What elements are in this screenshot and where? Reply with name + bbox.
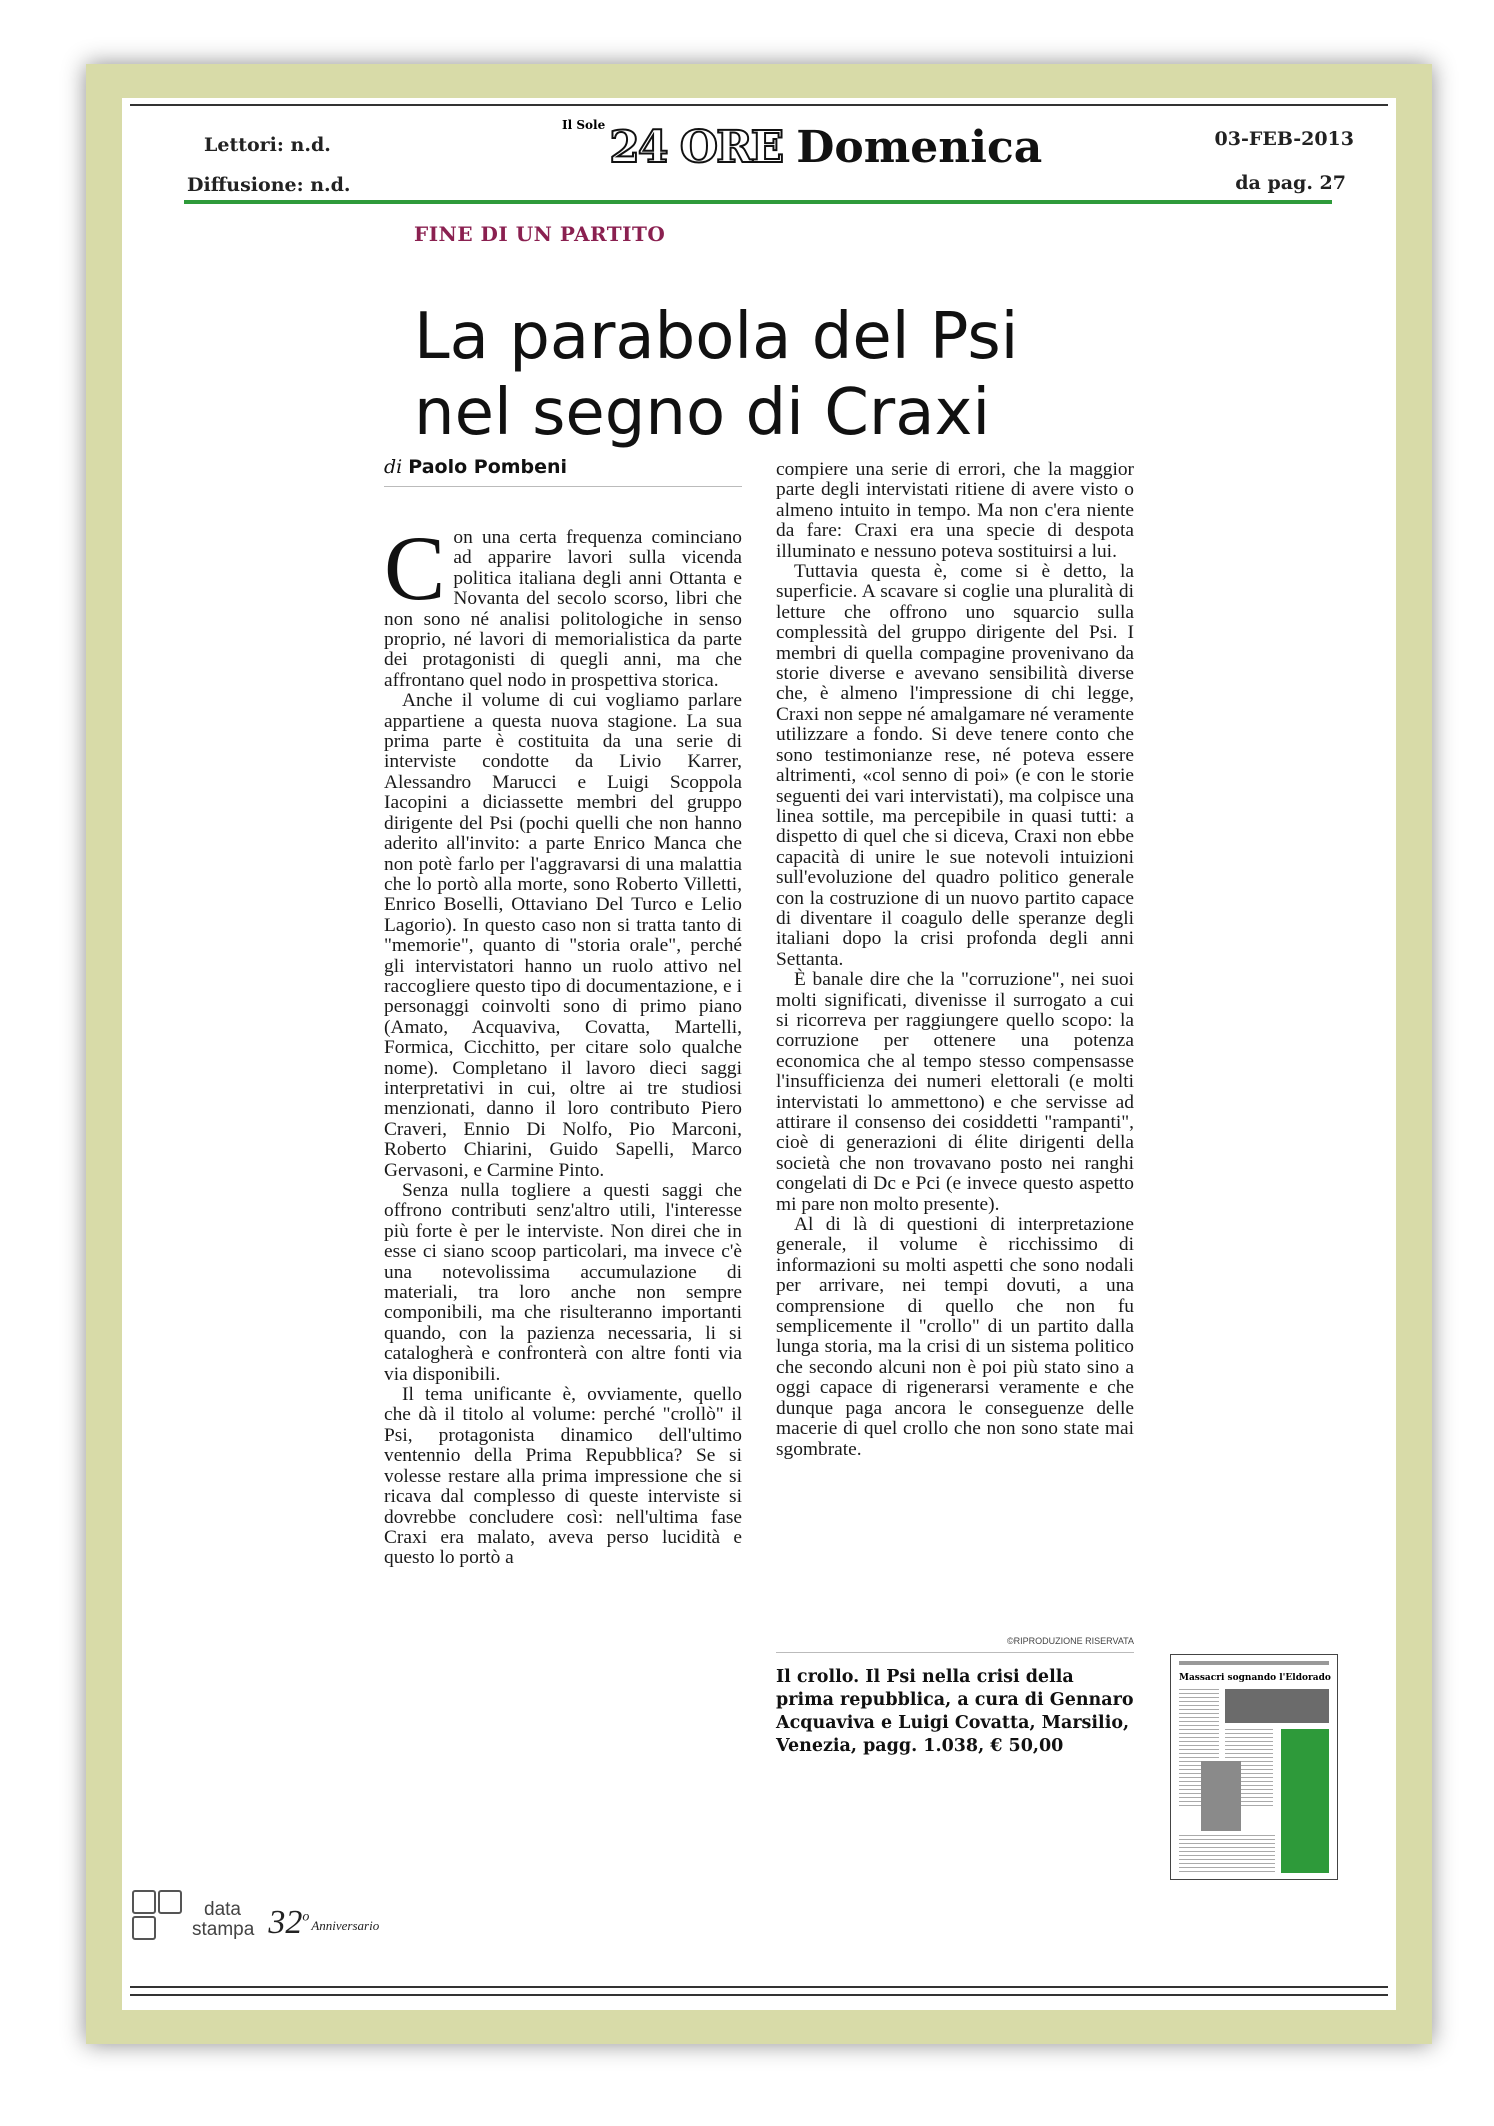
masthead-brand: 24 ORE [609,122,783,173]
logo-text [192,1900,254,1940]
thumbnail-photo [1201,1761,1241,1831]
byline [384,456,742,487]
circulation-label: Diffusione: n.d. [187,174,351,196]
article-kicker: FINE DI UN PARTITO [414,222,666,246]
paragraph: È banale dire che la "corruzione", nei suoi molti significati, divenisse il surrogato a cui si ricorreva per raggiungere quello scopo: la corruzione per ottenere una potenza economica che al tempo stesso compensasse l'insufficienza dei numeri elettorali (e molti intervistati lo ammettono) e che servisse ad attirare il consenso dei cosiddetti "rampanti", cioè di generazioni di élite dirigenti della società che non trovavano posto nei ranghi congelati di Dc e Pci (e invece questo aspetto mi pare non molto presente). [776,969,1134,1215]
anniversary-number: 32$^o$ [268,1904,310,1941]
bottom-rule [130,1994,1388,1996]
masthead [562,110,1043,173]
bottom-rule [130,1986,1388,1988]
byline-prefix: di [384,456,403,478]
copyright-notice: ©RIPRODUZIONE RISERVATA [776,1636,1134,1653]
datastampa-logo [132,1890,379,1940]
book-info: Il crollo. Il Psi nella crisi della prima repubblica, a cura di Gennaro Acquaviva e Luigi Covatta, Marsilio, Venezia, pagg. 1.038, € 50,00 [776,1667,1134,1756]
article-headline [414,299,1214,451]
thumbnail-highlight [1281,1729,1329,1873]
thumbnail-photo [1225,1689,1329,1723]
header-green-rule [184,200,1332,204]
paragraph: Il tema unificante è, ovviamente, quello che dà il titolo al volume: perché "crollò" il Psi, protagonista dinamico dell'ultimo ventennio della Prima Repubblica? Se si volesse restare alla prima impressione che si ricava dal complesso di queste interviste si dovrebbe concludere così: nell'ultima fase Craxi era malato, aveva perso lucidità e questo lo portò a [384,1384,742,1569]
paragraph: Con una certa frequenza cominciano ad apparire lavori sulla vicenda politica italiana degli anni Ottanta e Novanta del secolo scorso, libri che non sono né analisi politologiche in senso proprio, né lavori di memorialistica da parte dei protagonisti di quegli anni, ma che affrontano quel nodo in prospettiva storica. [384,517,742,691]
paragraph: Tuttavia questa è, come si è detto, la superficie. A scavare si coglie una pluralità di letture che offrono uno squarcio sulla complessità del gruppo dirigente del Psi. I membri di quella compagine provenivano da storie diverse e avevano sensibilità diverse che, è almeno l'impressione di chi legge, Craxi non seppe né amalgamare né veramente utilizzare a fondo. Si deve tenere conto che sono testimonianze rese, né poteva essere altrimenti, «col senno di poi» (e con le storie seguenti dei vari intervistati), ma colpisce una linea sottile, ma percepibile in quasi tutti: a dispetto di quel che si diceva, Craxi non ebbe capacità di unire le sue notevoli intuizioni sull'evoluzione del quadro politico generale con la costruzione di un nuovo partito capace di diventare il coagulo delle speranze degli italiani dopo la crisi profonda degli anni Settanta. [776,561,1134,970]
drop-cap: C [384,517,446,619]
paragraph: Senza nulla togliere a questi saggi che offrono contributi senz'altro utili, l'interesse più forte è per le interviste. Non direi che in esse ci siano scoop particolari, ma invece c'è una notevolissima accumulazione di materiali, tra loro anche non sempre componibili, ma che risulteranno importanti quando, con la pazienza necessaria, li si catalogherà e confronterà con altre fonti via via disponibili. [384,1180,742,1385]
logo-text-line1: data [204,1899,241,1920]
paragraph: compiere una serie di errori, che la maggior parte degli intervistati ritiene di avere visto o almeno intuito in tempo. Ma non c'era niente da fare: Craxi era una specie di despota illuminato e nessuno poteva sostituirsi a lui. [776,459,1134,562]
page-reference: da pag. 27 [1235,172,1346,194]
author-name: Paolo Pombeni [408,456,568,478]
logo-text-line2: stampa [192,1919,255,1940]
thumbnail-text-block [1179,1835,1275,1873]
readers-label: Lettori: n.d. [204,134,331,156]
masthead-ilsole: Il Sole [562,118,606,132]
paragraph: Anche il volume di cui vogliamo parlare appartiene a questa nuova stagione. La sua prima parte è costituita da una serie di interviste condotte da Livio Karrer, Alessandro Marucci e Luigi Scoppola Iacopini a diciassette membri del gruppo dirigente del Psi (pochi quelli che non hanno aderito all'invito: a parte Enrico Manca che non potè farlo per l'aggravarsi di una malattia che lo portò alla morte, sono Roberto Villetti, Enrico Boselli, Ottaviano Del Turco e Lelio Lagorio). In questo caso non si tratta tanto di "memorie", quanto di "storia orale", perché gli intervistatori hanno un ruolo attivo nel raccogliere questo tipo di documentazione, e i personaggi coinvolti sono di primo piano (Amato, Acquaviva, Covatta, Martelli, Formica, Cicchitto, per citare solo qualche nome). Completano il lavoro dieci saggi interpretativi in cui, oltre ai tre studiosi menzionati, danno il loro contributo Piero Craveri, Ennio Di Nolfo, Pio Marconi, Roberto Chiarini, Guido Sapelli, Marco Gervasoni, e Carmine Pinto. [384,690,742,1181]
headline-line-1: La parabola del Psi [414,299,1019,374]
logo-squares-icon [132,1890,184,1940]
publication-date: 03-FEB-2013 [1214,128,1354,150]
thumbnail-title: Massacri sognando l'Eldorado [1179,1673,1331,1683]
headline-line-2: nel segno di Craxi [414,375,991,450]
article-column-left [384,517,742,1569]
article-column-right [776,460,1134,1460]
top-rule [130,104,1388,106]
paragraph: Al di là di questioni di interpretazione generale, il volume è ricchissimo di informazioni su molti aspetti che sono nodali per arrivare, nei tempi dovuti, a una comprensione di quello che non fu semplicemente il "crollo" di un partito dalla lunga storia, ma la crisi di un sistema politico che secondo alcuni non è poi più stato sino a oggi capace di rigenerarsi veramente e che dunque paga ancora le conseguenze delle macerie di quel crollo che non sono state mai sgombrate. [776,1214,1134,1460]
clipping-page [122,98,1396,2010]
thumbnail-header-bar [1179,1661,1329,1665]
page-thumbnail [1170,1654,1338,1880]
anniversary-label: Anniversario [311,1918,380,1933]
masthead-edition: Domenica [796,122,1043,173]
